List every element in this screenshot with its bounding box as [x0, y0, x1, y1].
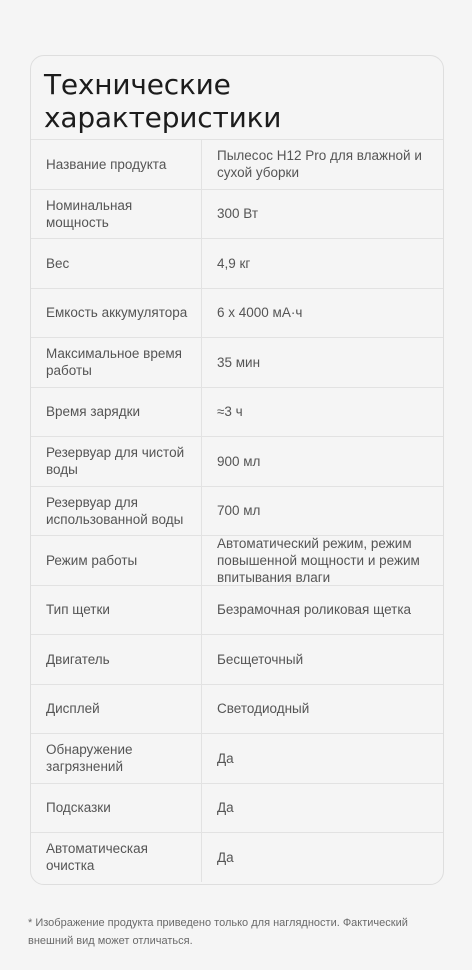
- spec-value-runtime: 35 мин: [217, 354, 261, 370]
- table-row: [31, 634, 443, 684]
- spec-name-product: Название продукта: [31, 140, 202, 189]
- spec-value-self-cleaning: Да: [217, 849, 234, 865]
- spec-value-clean-tank: 900 мл: [217, 453, 261, 469]
- spec-name-brush: Тип щетки: [31, 586, 202, 635]
- spec-name-prompts: Подсказки: [31, 784, 202, 833]
- table-row: [31, 733, 443, 783]
- spec-value-display: Светодиодный: [217, 701, 310, 717]
- table-row: [31, 387, 443, 437]
- table-row: [31, 337, 443, 387]
- spec-name-clean-tank: Резервуар для чистой воды: [31, 437, 202, 486]
- spec-name-motor: Двигатель: [31, 635, 202, 684]
- spec-name-runtime: Максимальное время работы: [31, 338, 202, 387]
- table-row: [31, 783, 443, 833]
- spec-value-mode: Автоматический режим, режим повышенной мощности и режим впитывания влаги: [217, 535, 420, 585]
- table-row: [31, 288, 443, 338]
- spec-value-motor: Бесщеточный: [217, 651, 304, 667]
- spec-value-battery: 6 x 4000 мА·ч: [217, 305, 303, 321]
- spec-name-self-cleaning: Автоматическая очистка: [31, 833, 202, 882]
- spec-value-prompts: Да: [217, 800, 234, 816]
- spec-name-charge-time: Время зарядки: [31, 388, 202, 437]
- disclaimer-footnote: * Изображение продукта приведено только для наглядности. Фактический внешний вид может отличаться.: [28, 917, 408, 947]
- spec-name-display: Дисплей: [31, 685, 202, 734]
- specs-table: [31, 139, 443, 882]
- table-row: [31, 832, 443, 882]
- spec-value-product: Пылесос H12 Pro для влажной и сухой уборки: [217, 148, 422, 181]
- spec-value-weight: 4,9 кг: [217, 255, 251, 271]
- spec-name-power: Номинальная мощность: [31, 190, 202, 239]
- table-row: [31, 585, 443, 635]
- table-row: [31, 535, 443, 585]
- spec-name-mode: Режим работы: [31, 536, 202, 585]
- spec-value-charge-time: ≈3 ч: [217, 404, 243, 420]
- table-row: [31, 486, 443, 536]
- spec-name-weight: Вес: [31, 239, 202, 288]
- spec-value-dirt-detection: Да: [217, 750, 234, 766]
- spec-value-power: 300 Вт: [217, 206, 259, 222]
- table-row: [31, 238, 443, 288]
- table-row: [31, 684, 443, 734]
- table-row: [31, 436, 443, 486]
- spec-name-dirty-tank: Резервуар для использованной воды: [31, 487, 202, 536]
- spec-value-dirty-tank: 700 мл: [217, 503, 261, 519]
- spec-name-dirt-detection: Обнаружение загрязнений: [31, 734, 202, 783]
- page-title: Технические характеристики: [44, 68, 282, 134]
- table-row: [31, 189, 443, 239]
- spec-name-battery: Емкость аккумулятора: [31, 289, 202, 338]
- spec-value-brush: Безрамочная роликовая щетка: [217, 602, 412, 618]
- table-row: [31, 139, 443, 189]
- specs-card: [30, 55, 444, 885]
